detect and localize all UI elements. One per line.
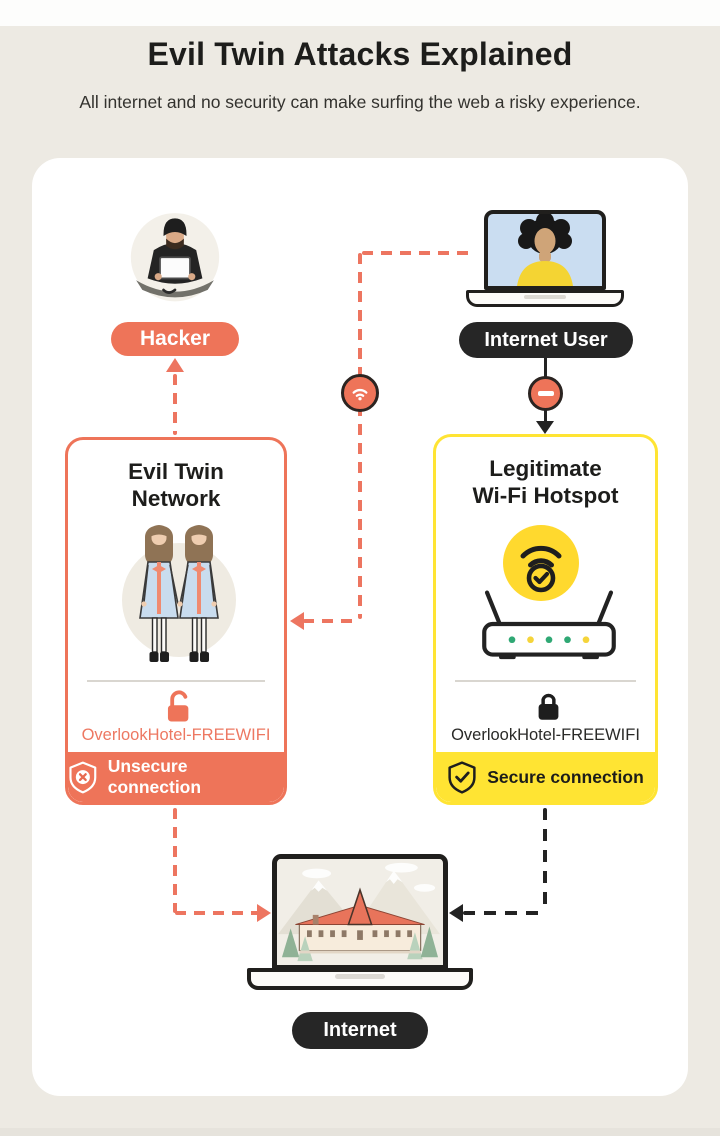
evil-ssid: OverlookHotel-FREEWIFI xyxy=(81,726,271,744)
dashed-line-user-horizontal xyxy=(362,251,470,255)
dashed-line-legit-down xyxy=(543,808,547,913)
hacker-illustration xyxy=(122,206,228,312)
minus-node xyxy=(528,376,563,411)
page-title: Evil Twin Attacks Explained xyxy=(147,36,573,72)
top-strip xyxy=(0,0,720,26)
internet-user-badge-label: Internet User xyxy=(484,328,608,351)
evil-twin-title-line1: Evil Twin xyxy=(128,459,224,484)
evil-twin-title-line2: Network xyxy=(131,486,221,512)
evil-twin-card xyxy=(65,437,287,805)
internet-badge-label: Internet xyxy=(323,1019,397,1041)
evil-card-footer xyxy=(68,752,284,802)
legitimate-card-title xyxy=(436,455,655,510)
arrow-right-to-laptop xyxy=(257,904,271,922)
evil-card-divider xyxy=(87,680,265,682)
arrow-up-to-hacker xyxy=(166,358,184,372)
evil-status-label: Unsecure connection xyxy=(107,756,202,797)
dashed-line-legit-to-laptop xyxy=(463,911,547,915)
dashed-line-evil-down xyxy=(173,808,177,913)
hacker-badge xyxy=(111,322,239,356)
connector-user-line xyxy=(544,358,547,377)
internet-laptop-screen xyxy=(272,854,448,970)
internet-laptop-notch xyxy=(335,974,385,979)
arrow-left-to-evil-card xyxy=(290,612,304,630)
arrow-left-to-laptop xyxy=(449,904,463,922)
legit-card-footer xyxy=(436,752,655,802)
bottom-strip xyxy=(0,1128,720,1136)
dashed-line-vertical xyxy=(358,253,362,619)
dashed-line-card-to-hacker xyxy=(173,374,177,435)
wifi-signal-icon xyxy=(351,386,369,401)
evil-twin-card-title xyxy=(68,458,284,513)
internet-laptop-base xyxy=(247,968,473,990)
minus-icon xyxy=(538,391,554,396)
legitimate-card xyxy=(433,434,658,805)
legit-status-label: Secure connection xyxy=(487,766,644,787)
lock-icon xyxy=(532,690,565,723)
twins-illustration xyxy=(114,512,244,674)
legitimate-title-line1: Legitimate xyxy=(489,456,602,481)
user-laptop-screen xyxy=(484,210,606,290)
wifi-node xyxy=(341,374,379,412)
arrow-down-to-hotspot xyxy=(536,421,554,434)
user-laptop-notch xyxy=(524,295,566,299)
internet-user-badge xyxy=(459,322,633,358)
hotel-illustration xyxy=(277,859,443,965)
legitimate-title-line2: Wi-Fi Hotspot xyxy=(472,483,619,509)
page-subtitle: All internet and no security can make surfing the web a risky experience. xyxy=(79,92,641,112)
router-icon xyxy=(474,587,624,661)
hacker-badge-label: Hacker xyxy=(139,327,211,350)
unlock-icon xyxy=(162,690,196,724)
internet-badge xyxy=(292,1012,428,1049)
dashed-line-into-evil-card xyxy=(303,619,360,623)
user-laptop-base xyxy=(466,290,624,307)
shield-check-icon xyxy=(447,761,477,794)
shield-x-icon xyxy=(68,761,98,794)
dashed-line-evil-to-laptop xyxy=(175,911,259,915)
legit-ssid: OverlookHotel-FREEWIFI xyxy=(451,726,640,744)
internet-user-avatar xyxy=(488,214,602,286)
legit-card-divider xyxy=(455,680,636,682)
